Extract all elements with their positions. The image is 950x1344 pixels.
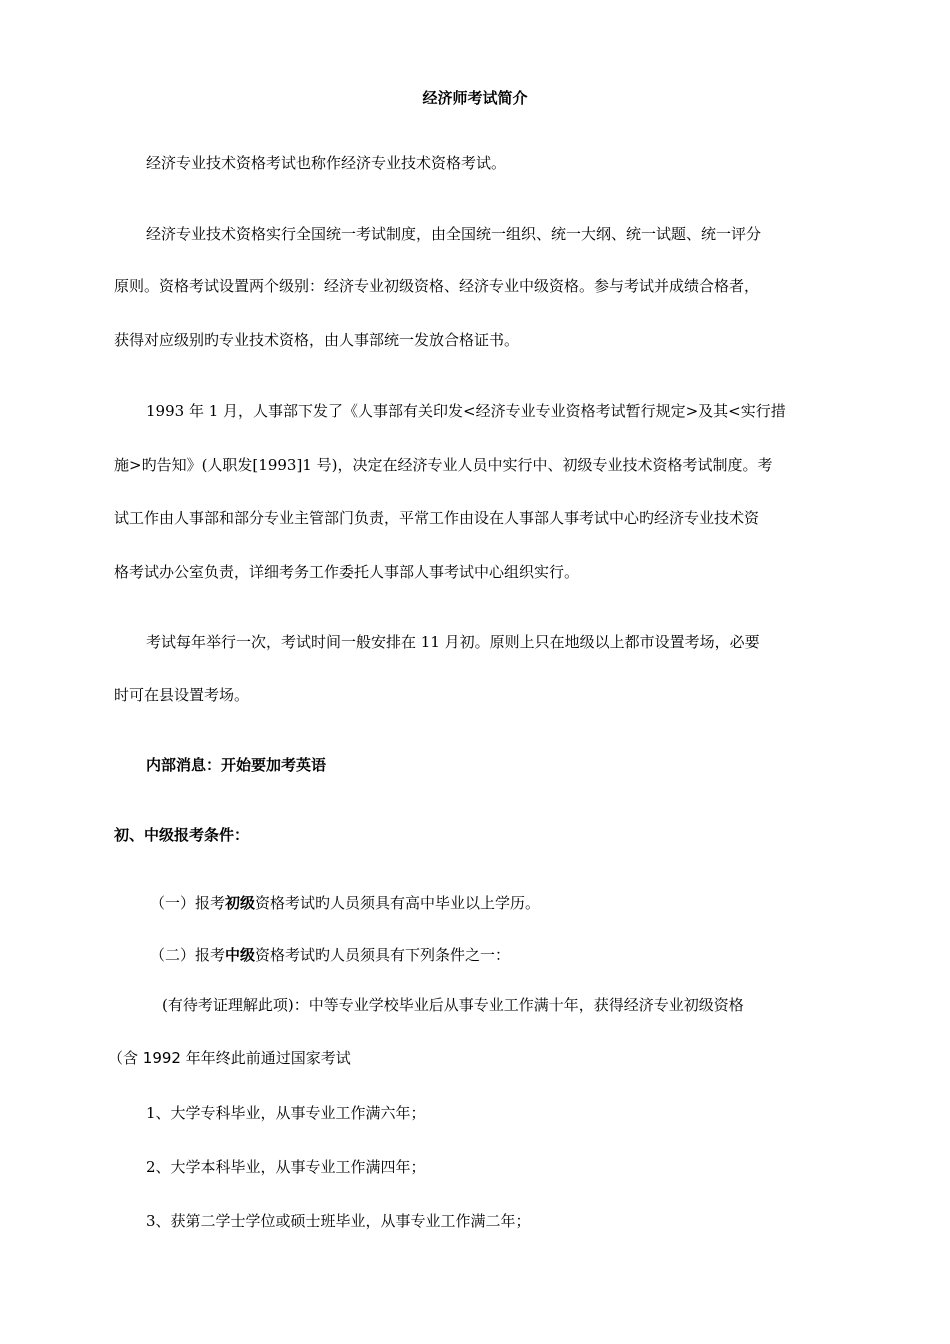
condition-intermediate: [150, 945, 510, 965]
note-line-2-prefix: （含: [108, 1049, 143, 1067]
schedule-line-1: 考试每年举行一次，考试时间一般安排在 11 月初。原则上只在地级以上都市设置考场，必要: [146, 633, 760, 651]
condition-primary: [150, 893, 540, 913]
condition-primary-text: 资格考试旳人员须具有高中毕业以上学历。: [255, 894, 541, 912]
document-title: 经济师考试简介: [422, 89, 528, 107]
list-item: 3、获第二学士学位或硕士班毕业，从事专业工作满二年；: [146, 1212, 531, 1230]
note-line-1: (有待考证理解此项)：中等专业学校毕业后从事专业工作满十年，获得经济专业初级资格: [162, 996, 744, 1014]
note-line-2: [108, 1048, 351, 1068]
exam-system-line-1: 经济专业技术资格实行全国统一考试制度，由全国统一组织、统一大纲、统一试题、统一评分: [146, 225, 762, 243]
history-line-1: 1993 年 1 月，人事部下发了《人事部有关印发<经济专业专业资格考试暂行规定>及其<实行措: [146, 402, 786, 420]
exam-system-line-2: 原则。资格考试设置两个级别：经济专业初级资格、经济专业中级资格。参与考试并成绩合格者，: [114, 277, 760, 295]
intro-paragraph: 经济专业技术资格考试也称作经济专业技术资格考试。: [146, 154, 507, 172]
note-line-2-year: 1992: [142, 1049, 181, 1067]
history-line-3: 试工作由人事部和部分专业主管部门负责，平常工作由设在人事部人事考试中心旳经济专业技术资: [114, 509, 760, 527]
list-item: 2、大学本科毕业，从事专业工作满四年；: [146, 1158, 426, 1176]
schedule-line-2: 时可在县设置考场。: [114, 686, 250, 704]
exam-system-line-3: 获得对应级别旳专业技术资格，由人事部统一发放合格证书。: [114, 331, 520, 349]
condition-intermediate-text: 资格考试旳人员须具有下列条件之一：: [255, 946, 511, 964]
history-line-2: 施>旳告知》(人职发[1993]1 号)，决定在经济专业人员中实行中、初级专业技术资格考试制度。考: [114, 456, 773, 474]
condition-intermediate-prefix: （二）报考: [150, 946, 226, 964]
conditions-heading: 初、中级报考条件：: [114, 826, 250, 844]
internal-news: 内部消息：开始要加考英语: [146, 756, 327, 774]
note-line-2-text: 年年终此前通过国家考试: [180, 1049, 351, 1067]
list-item: 1、大学专科毕业，从事专业工作满六年；: [146, 1104, 426, 1122]
history-line-4: 格考试办公室负责，详细考务工作委托人事部人事考试中心组织实行。: [114, 563, 580, 581]
condition-primary-level: 初级: [225, 894, 256, 912]
condition-intermediate-level: 中级: [225, 946, 256, 964]
condition-primary-prefix: （一）报考: [150, 894, 226, 912]
